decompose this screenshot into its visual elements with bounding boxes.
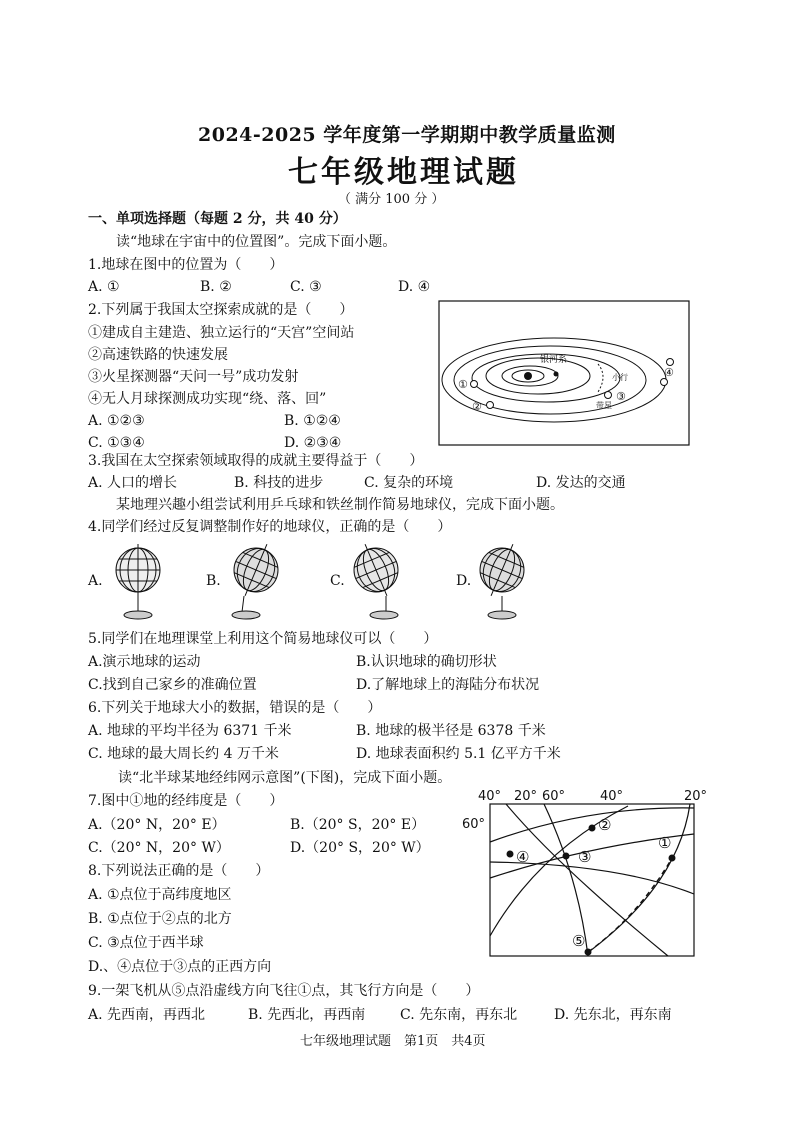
point-1-label: ① <box>658 834 672 852</box>
q6-option-a: A. 地球的平均半径为 6371 千米 <box>88 723 292 739</box>
label-asteroid-h: 带星 <box>596 401 612 410</box>
q2-item-2: ②高速铁路的快速发展 <box>88 347 228 363</box>
point-4-label: ④ <box>516 848 530 866</box>
q9-stem: 9.一架飞机从⑤点沿虚线方向飞往①点，其飞行方向是（ ） <box>88 983 480 999</box>
planet-dot <box>605 392 612 399</box>
planet-dot <box>471 381 478 388</box>
figure-border <box>439 301 689 445</box>
q6-option-c: C. 地球的最大周长约 4 万千米 <box>88 746 279 762</box>
top-label-20: 20° <box>514 789 538 804</box>
q5-option-d: D.了解地球上的海陆分布状况 <box>356 677 540 693</box>
q4-stem: 4.同学们经过反复调整制作好的地球仪，正确的是（ ） <box>88 519 452 535</box>
q4-option-a: A. <box>88 573 103 589</box>
q8-stem: 8.下列说法正确的是（ ） <box>88 863 270 879</box>
num-2: ② <box>472 400 482 413</box>
intro-1: 读“地球在宇宙中的位置图”。完成下面小题。 <box>116 234 397 250</box>
q6-option-d: D. 地球表面积约 5.1 亿平方千米 <box>356 746 561 762</box>
q1-option-c: C. ③ <box>290 279 322 295</box>
q2-item-1: ①建成自主建造、独立运行的“天宫”空间站 <box>88 325 355 341</box>
exam-title-line1: 2024-2025 学年度第一学期期中教学质量监测 <box>198 124 616 146</box>
q3-option-a: A. 人口的增长 <box>88 475 178 491</box>
label-milkyway: 银河系 <box>540 355 568 365</box>
point-4-dot <box>507 851 514 858</box>
q5-stem: 5.同学们在地理课堂上利用这个简易地球仪可以（ ） <box>88 631 438 647</box>
q4-option-b: B. <box>206 573 221 589</box>
q1-option-b: B. ② <box>200 279 232 295</box>
q3-option-d: D. 发达的交通 <box>536 475 626 491</box>
q8-option-d: D.、④点位于③点的正西方向 <box>88 959 272 975</box>
top-label-40-left: 40° <box>478 789 502 804</box>
point-1-dot <box>669 855 676 862</box>
label-asteroid-v: 小行 <box>612 373 628 382</box>
point-2-label: ② <box>598 816 612 834</box>
globe-b-icon <box>224 540 284 622</box>
q9-option-c: C. 先东南，再东北 <box>400 1007 518 1023</box>
q7-option-c: C.（20° N，20° W） <box>88 840 230 856</box>
q6-option-b: B. 地球的极半径是 6378 千米 <box>356 723 546 739</box>
top-label-60: 60° <box>542 789 566 804</box>
top-label-40-right: 40° <box>600 789 624 804</box>
planet-dot <box>554 372 559 377</box>
q8-option-c: C. ③点位于西半球 <box>88 935 204 951</box>
q9-option-a: A. 先西南，再西北 <box>88 1007 206 1023</box>
q5-option-a: A.演示地球的运动 <box>88 654 201 670</box>
exam-score: （ 满分 100 分 ） <box>338 192 445 207</box>
q4-option-d: D. <box>456 573 472 589</box>
point-3-label: ③ <box>578 848 592 866</box>
q2-stem: 2.下列属于我国太空探索成就的是（ ） <box>88 302 354 318</box>
q2-item-3: ③火星探测器“天问一号”成功发射 <box>88 369 299 385</box>
point-5-dot <box>585 949 592 956</box>
q1-stem: 1.地球在图中的位置为（ ） <box>88 257 284 273</box>
q4-option-c: C. <box>330 573 345 589</box>
q8-option-a: A. ①点位于高纬度地区 <box>88 887 232 903</box>
q7-option-b: B.（20° S，20° E） <box>290 817 426 833</box>
q2-option-a: A. ①②③ <box>88 413 145 429</box>
num-1: ① <box>458 378 468 391</box>
globe-a-icon <box>108 540 168 622</box>
latlong-grid-figure <box>458 786 710 962</box>
globe-c-icon <box>346 540 406 622</box>
q3-option-b: B. 科技的进步 <box>234 475 324 491</box>
q2-option-b: B. ①②④ <box>284 413 341 429</box>
globe-d-icon <box>472 540 532 622</box>
planet-dot <box>667 359 674 366</box>
exam-title-line2: 七年级地理试题 <box>288 155 519 190</box>
q2-item-4: ④无人月球探测成功实现“绕、落、回” <box>88 391 327 407</box>
q2-option-d: D. ②③④ <box>284 435 342 451</box>
point-3-dot <box>563 853 570 860</box>
page-footer: 七年级地理试题 第1页 共4页 <box>300 1034 486 1049</box>
point-2-dot <box>589 825 596 832</box>
planet-dot <box>487 402 494 409</box>
intro-3: 读“北半球某地经纬网示意图”(下图)，完成下面小题。 <box>118 770 452 786</box>
section-title: 一、单项选择题（每题 2 分，共 40 分） <box>88 211 347 227</box>
q8-option-b: B. ①点位于②点的北方 <box>88 911 232 927</box>
planet-dot <box>661 379 668 386</box>
q7-option-d: D.（20° S，20° W） <box>290 840 430 856</box>
q3-stem: 3.我国在太空探索领域取得的成就主要得益于（ ） <box>88 453 424 469</box>
q2-option-c: C. ①③④ <box>88 435 145 451</box>
q3-option-c: C. 复杂的环境 <box>364 475 454 491</box>
q9-option-b: B. 先西北，再西南 <box>248 1007 366 1023</box>
num-3: ③ <box>616 390 626 403</box>
num-4: ④ <box>664 366 674 379</box>
q9-option-d: D. 先东北，再东南 <box>554 1007 672 1023</box>
q1-option-a: A. ① <box>88 279 120 295</box>
solar-system-figure <box>438 300 690 446</box>
q7-option-a: A.（20° N，20° E） <box>88 817 226 833</box>
q6-stem: 6.下列关于地球大小的数据，错误的是（ ） <box>88 700 382 716</box>
left-label-60: 60° <box>462 817 486 832</box>
point-5-label: ⑤ <box>572 932 586 950</box>
q5-option-c: C.找到自己家乡的准确位置 <box>88 677 257 693</box>
sun-icon <box>524 372 532 380</box>
q1-option-d: D. ④ <box>398 279 431 295</box>
q5-option-b: B.认识地球的确切形状 <box>356 654 497 670</box>
intro-2: 某地理兴趣小组尝试利用乒乓球和铁丝制作简易地球仪，完成下面小题。 <box>116 497 564 513</box>
q7-stem: 7.图中①地的经纬度是（ ） <box>88 793 284 809</box>
top-label-20-right: 20° <box>684 789 708 804</box>
